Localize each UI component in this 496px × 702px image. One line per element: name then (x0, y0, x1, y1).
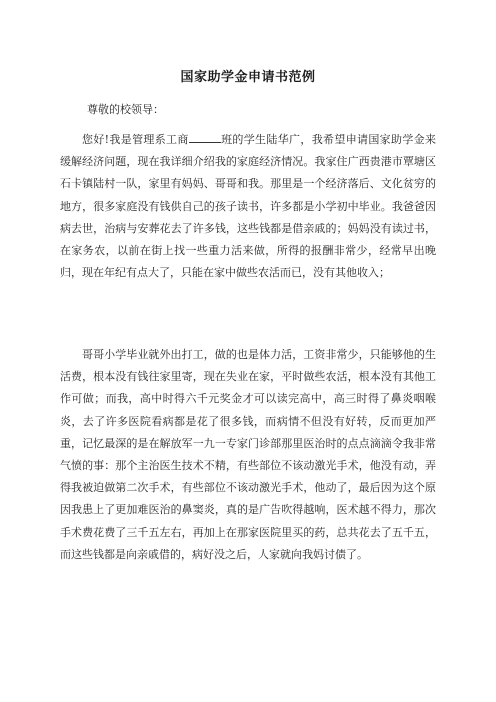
paragraph-2: 哥哥小学毕业就外出打工，做的也是体力活，工资非常少，只能够他的生活费，根本没有钱往家里寄，现在失业在家，平时做些农活，根本没有其他工作可做；而我，高中时得六千元奖金才可以读完高中，高三时得了鼻炎咽喉炎，去了许多医院看病都是花了很多钱，而病情不但没有好转，反而更加严重，记忆最深的是在解放军一九一专家门诊部那里医治时的点点滴滴令我非常气愤的事：那个主治医生技术不精，有些部位不该动激光手术，他没有动，弄得我被迫做第二次手术，有些部位不该动激光手术，他动了，最后因为这个原因我患上了更加难医治的鼻窦炎，真的是广告吹得越响，医术越不得力，那次手术费花费了三千五左右，再加上在那家医院里买的药，总共花去了五千五，而这些钱都是向亲戚借的，病好没之后，人家就向我妈讨债了。 (60, 348, 436, 561)
paragraph-1-body: 班的学生陆华广，我希望申请国家助学金来缓解经济问题，现在我详细介绍我的家庭经济情况。我家住广西贵港市覃塘区石卡镇陆村一队，家里有妈妈、哥哥和我。那里是一个经济落后、文化贫穷的地方，很多家庭没有钱供自己的孩子读书，许多都是小学初中毕业。我爸爸因病去世，治病与安葬花去了许多钱，这些钱都是借亲戚的；妈妈没有读过书，在家务农，以前在街上找一些重力活来做，所得的报酬非常少，经常早出晚归，现在年纪有点大了，只能在家中做些农活而已，没有其他收入； (60, 133, 437, 280)
paragraph-1 (60, 129, 436, 284)
paragraph-1-lead: 您好!我是管理系工商 (82, 133, 189, 146)
class-number-blank (189, 132, 221, 143)
salutation: 尊敬的校领导： (87, 103, 164, 116)
document-title: 国家助学金申请书范例 (180, 70, 316, 85)
